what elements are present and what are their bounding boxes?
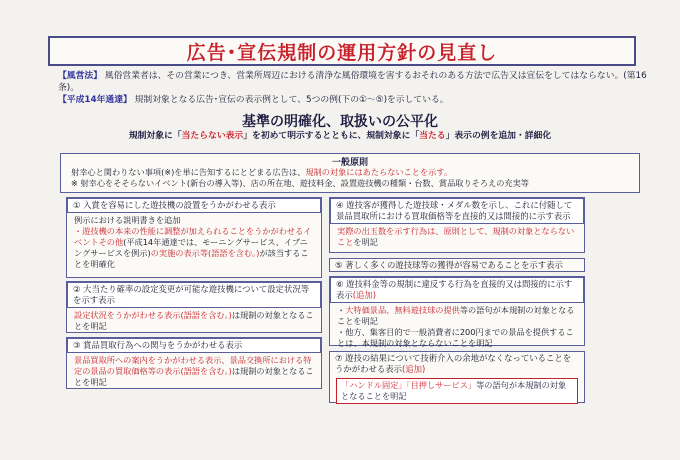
card-7-header-text: ⑦ 遊技の結果について技術介入の余地がなくなっていることをうかがわせる表示 [335, 353, 572, 374]
general-line: 射幸心と関わりない事項(※)を単に告知するにとどまる広告は、 [71, 167, 306, 177]
card-4-text: を明記 [353, 237, 378, 247]
card-6-body [330, 303, 584, 351]
intro-section [58, 70, 648, 106]
card-6 [329, 276, 585, 346]
card-7 [329, 351, 585, 403]
card-7-added-tag: (追加) [402, 364, 426, 374]
card-3-highlight: 景品買取所への案内をうかがわせる表示、景品交換所における特定の景品の買取価格等の表示(語語を含む。) [74, 355, 312, 376]
card-6-text: 他方、集客目的で一般消費者に200円までの景品を提供することは、本規制の対象とならないことを明記 [337, 327, 574, 348]
bullet-dot-icon: ・ [337, 305, 346, 315]
page-title: 広告･宣伝規制の運用方針の見直し [186, 41, 498, 64]
card-1-header: ① 入賞を容易にした遊技機の設置をうかがわせる表示 [67, 198, 321, 213]
general-principle-text [71, 167, 633, 189]
general-principle-label: 一般原則 [331, 158, 368, 168]
page-title-box [48, 36, 636, 66]
card-7-highlight: 「ハンドル固定」「目押しサービス」 [341, 380, 477, 390]
card-1 [66, 197, 322, 278]
subheading-note [0, 128, 680, 141]
card-6-text: 等の語句が本規制の対象となることを明記 [337, 305, 575, 326]
note-part: 」を初めて明示するとともに、規制対象に「 [243, 131, 420, 141]
card-7-text: 等の語句が本規制の対象となることを明記 [341, 380, 567, 401]
law-line [58, 70, 648, 94]
card-6-bullet [337, 305, 577, 327]
general-line-highlight: 規制の対象にはあたらないことを示す。 [305, 167, 453, 177]
card-1-highlight: の実施の表示等(語語を含む。) [150, 248, 260, 258]
card-4 [329, 197, 585, 253]
card-6-header-text: ⑥ 遊技料金等の規制に違反する行為を直接的又は間接的に示す表示 [336, 279, 573, 300]
note-part: 規制対象に「 [128, 131, 182, 141]
card-2-header: ② 大当たり確率の設定変更が可能な遊技機について設定状況等を示す表示 [67, 282, 321, 308]
card-2-highlight: 設定状況をうかがわせる表示(語語を含む。) [74, 310, 232, 320]
subheading-title: 基準の明確化、取扱いの公平化 [242, 114, 438, 130]
note-part: 」表示の例を追加・詳細化 [445, 131, 552, 141]
card-2 [66, 281, 322, 333]
card-3-text: は規制の対象となることを明記 [74, 366, 314, 387]
card-4-header: ④ 遊技客が獲得した遊技球・メダル数を示し、これに付随して景品買取所における買取価格等を直接的又は間接的に示す表示 [330, 198, 584, 224]
notice-label: 【平成14年通達】 [58, 95, 132, 105]
bullet-dot-icon: ・ [74, 226, 83, 236]
general-principle-box [60, 153, 640, 193]
card-2-text: は規制の対象となることを明記 [74, 310, 314, 331]
note-highlight: 当たらない表示 [181, 131, 244, 141]
card-2-body [67, 308, 321, 334]
law-text: 風俗営業者は、その営業につき、営業所周辺における清浄な風俗環境を害するおそれのある方法で広告又は宣伝をしてはならない。(第16条)。 [58, 71, 647, 93]
card-1-text: が該当することを明確化 [74, 248, 309, 269]
bullet-dot-icon: ・ [337, 327, 346, 337]
card-3-header: ③ 賞品買取行為への関与をうかがわせる表示 [67, 338, 321, 353]
general-note: ※ 射幸心をそそらないイベント(新台の導入等)、店の所在地、遊技料金、設置遊技機の種類・台数、賞品取りそろえの充実等 [71, 178, 529, 188]
card-3-body [67, 353, 321, 390]
card-4-body [330, 224, 584, 250]
card-1-bullet [74, 226, 314, 270]
card-5 [329, 258, 585, 272]
card-1-body [67, 213, 321, 272]
notice-text: 規制対象となる広告･宣伝の表示例として、5つの例(下の①～⑤)を示している。 [134, 95, 449, 105]
card-7-header [330, 352, 584, 376]
notice-line [58, 94, 648, 106]
note-highlight: 当たる [419, 131, 446, 141]
card-1-highlight: 遊技機の本来の性能に調整が加えられることをうかがわせるイベントその他 [74, 226, 312, 247]
card-1-text: (平成14年通達では、モーニングサービス、イブニングサービスを例示) [74, 237, 308, 258]
card-1-sub: 例示における説明書きを追加 [74, 215, 181, 225]
card-6-added-tag: (追加) [352, 290, 377, 300]
card-6-highlight: 大特価景品、無料遊技球の提供 [345, 305, 460, 315]
card-7-inner-box [336, 378, 578, 404]
law-label: 【風営法】 [58, 71, 102, 81]
card-6-header [330, 277, 584, 303]
card-5-header: ⑤ 著しく多くの遊技球等の獲得が容易であることを示す表示 [335, 260, 563, 270]
card-4-highlight: 実際の出玉数を示す行為は、原則として、規制の対象とならないこと [337, 226, 575, 247]
card-3 [66, 337, 322, 389]
card-6-bullet [337, 327, 577, 349]
